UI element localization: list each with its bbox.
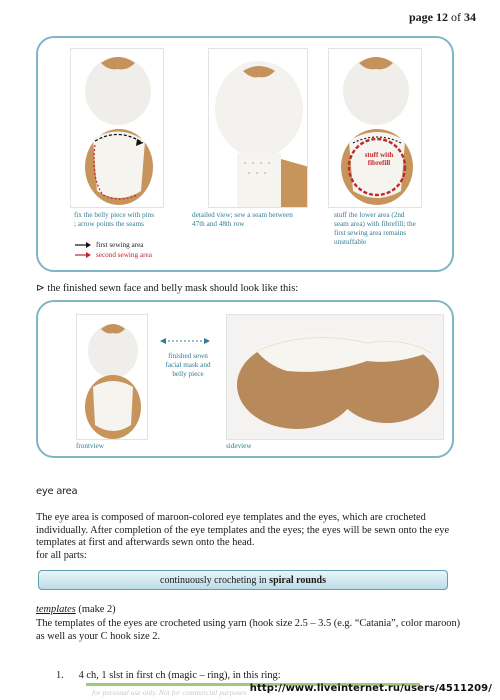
- watermark-url: http://www.liveinternet.ru/users/4511209/: [249, 683, 492, 694]
- section-heading: eye area: [36, 486, 78, 497]
- templates-heading: templates (make 2): [36, 604, 116, 615]
- photo-sideview: [226, 314, 444, 440]
- step-item: 1. 4 ch, 1 slst in first ch (magic – ring), in this ring:: [56, 670, 281, 681]
- doll-side-illustration: [227, 315, 444, 440]
- photo1-caption: fix the belly piece with pins ; arrow points the seams: [74, 211, 155, 228]
- photo-belly-pinned: [70, 48, 164, 208]
- stuff-label: stuff with fibrefill: [364, 151, 394, 167]
- doll-front-illustration: [77, 315, 148, 440]
- finished-note: ⊳ the finished sewn face and belly mask should look like this:: [36, 283, 299, 294]
- photo2-caption: detailed view; sew a seam between 47th and 48th row: [192, 211, 293, 228]
- crochet-method-banner: continuously crocheting in spiral rounds: [38, 570, 448, 590]
- photo-frontview: [76, 314, 148, 440]
- red-arrow-icon: [74, 252, 92, 258]
- footer-note: for personal use only. Not for commercial purposes: [92, 688, 247, 697]
- eye-area-paragraph: The eye area is composed of maroon-colored eye templates and the eyes, which are crocheted individually. After completion of the eye templates and the eyes; the eyes will be sewn onto the eye templates at first and afterwards sewn onto the head. for all parts:: [36, 512, 450, 561]
- frontview-label: frontview: [76, 442, 104, 450]
- finished-caption: finished sewn facial mask and belly piece: [165, 352, 211, 378]
- doll-stuffed-illustration: [329, 49, 422, 208]
- templates-paragraph: The templates of the eyes are crocheted using yarn (hook size 2.5 – 3.5 (e.g. “Catania”, color maroon) as well as your C hook size 2.: [36, 618, 461, 642]
- doll-face-closeup: [209, 49, 308, 208]
- instruction-photo-panel: [36, 36, 454, 272]
- black-arrow-icon: [74, 242, 92, 248]
- doll-back-illustration: [71, 49, 164, 208]
- photo-seam-detail: [208, 48, 308, 208]
- photo-stuffing: [328, 48, 422, 208]
- sewing-legend: first sewing area second sewing area: [74, 240, 152, 260]
- finished-photo-panel: [36, 300, 454, 458]
- sideview-label: sideview: [226, 442, 252, 450]
- photo3-caption: stuff the lower area (2nd seam area) with fibrefill; the first sewing area remains unstuffable: [334, 211, 416, 246]
- page-number: page 12 of 34: [409, 10, 476, 24]
- double-arrow-icon: [160, 336, 210, 346]
